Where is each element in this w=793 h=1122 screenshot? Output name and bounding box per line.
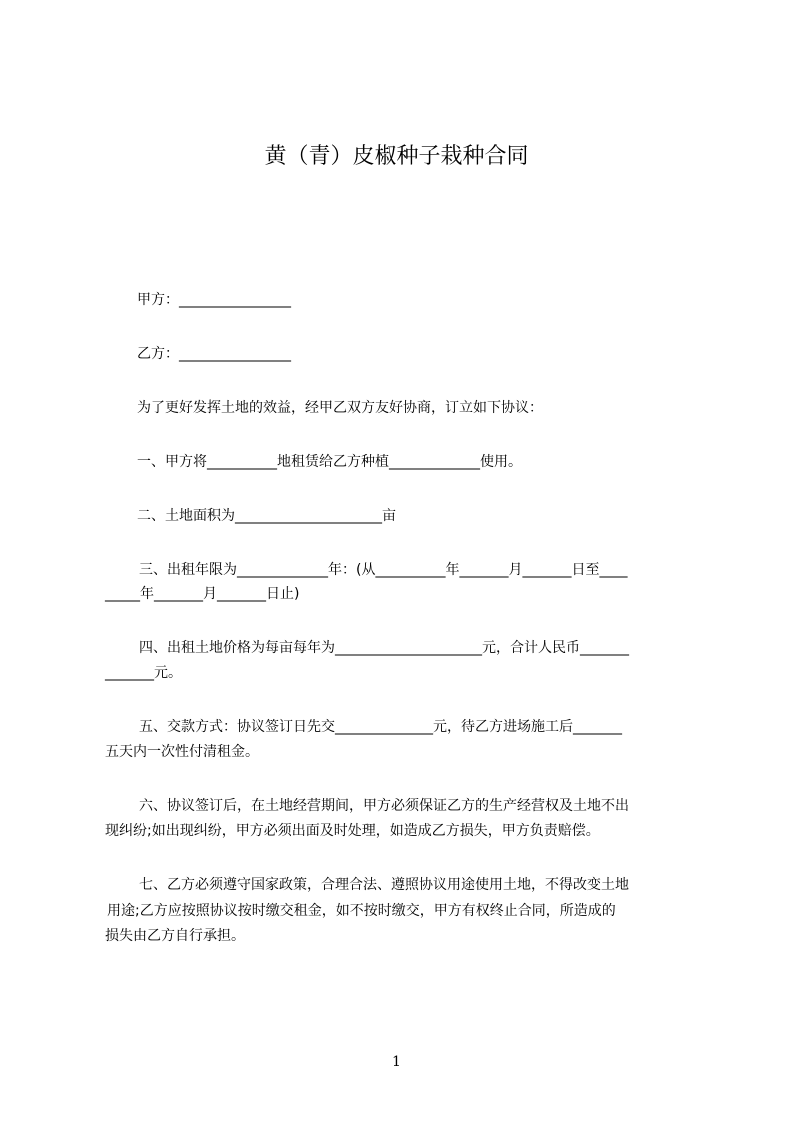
party-b-line: 乙方：________________ — [137, 346, 291, 362]
clause-5-line-2: 五天内一次性付清租金。 — [105, 744, 259, 760]
clause-2: 二、土地面积为_____________________亩 — [137, 508, 396, 524]
preamble: 为了更好发挥土地的效益，经甲乙双方友好协商，订立如下协议： — [137, 400, 543, 416]
clause-1: 一、甲方将__________地租赁给乙方种植_____________使用。 — [137, 454, 522, 470]
clause-6-line-2: 现纠纷;如出现纠纷，甲方必须出面及时处理，如造成乙方损失，甲方负责赔偿。 — [105, 823, 600, 839]
clause-4-line-1: 四、出租土地价格为每亩每年为_____________________元，合计人民币_______ — [139, 640, 629, 656]
clause-4-line-2: _______元。 — [105, 665, 182, 681]
document-title: 黄（青）皮椒种子栽种合同 — [264, 144, 529, 169]
clause-7-line-3: 损失由乙方自行承担。 — [105, 928, 245, 944]
clause-7-line-1: 七、乙方必须遵守国家政策，合理合法、遵照协议用途使用土地，不得改变土地 — [139, 877, 629, 893]
page-number: 1 — [392, 1054, 401, 1070]
clause-7-line-2: 用途;乙方应按照协议按时缴交租金，如不按时缴交，甲方有权终止合同，所造成的 — [107, 903, 616, 919]
clause-3-line-2: _____年_______月_______日止) — [105, 586, 300, 602]
clause-5-line-1: 五、交款方式：协议签订日先交______________元，待乙方进场施工后_______ — [139, 719, 622, 735]
party-a-line: 甲方：________________ — [137, 292, 291, 308]
clause-3-line-1: 三、出租年限为_____________年：(从__________年_______月_______日至____ — [139, 562, 628, 578]
clause-6-line-1: 六、协议签订后，在土地经营期间，甲方必须保证乙方的生产经营权及土地不出 — [139, 798, 629, 814]
